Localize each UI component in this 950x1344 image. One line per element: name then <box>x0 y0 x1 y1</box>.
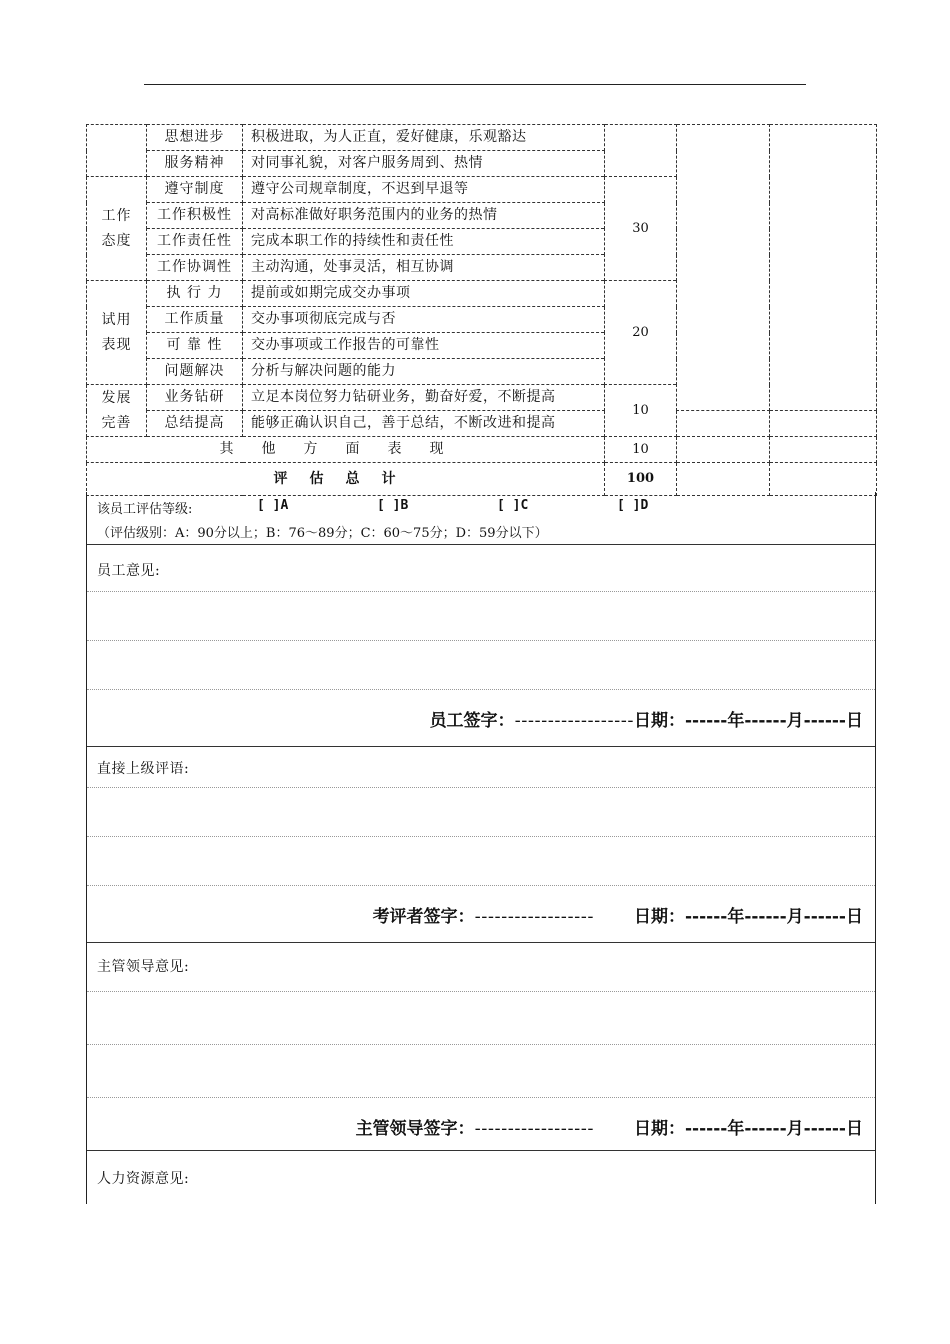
manager-signature[interactable] <box>356 1114 863 1139</box>
grade-option-c[interactable] <box>497 498 528 513</box>
sub-item: 思想进步 <box>147 125 243 151</box>
date-line: ------年------月------日 <box>684 1119 863 1139</box>
table-row <box>87 125 877 151</box>
grade-option-text: [ ]B <box>377 498 409 513</box>
header-rule <box>144 84 806 85</box>
reviewer-total-cell[interactable] <box>770 463 877 496</box>
hr-opinion-label: 人力资源意见: <box>97 1171 190 1187</box>
signature-line: ------------------ <box>474 1119 594 1139</box>
category-development <box>87 385 147 437</box>
writing-line[interactable] <box>87 991 875 992</box>
item-description: 交办事项或工作报告的可靠性 <box>243 333 605 359</box>
sub-item: 工作质量 <box>147 307 243 333</box>
score-work-attitude: 30 <box>605 177 677 281</box>
item-description: 提前或如期完成交办事项 <box>243 281 605 307</box>
signature-line: ------------------ <box>514 711 634 731</box>
divider <box>87 746 875 747</box>
self-score-cell[interactable] <box>677 411 770 437</box>
item-description: 对高标准做好职务范围内的业务的热情 <box>243 203 605 229</box>
grade-label: 该员工评估等级: <box>97 502 193 517</box>
reviewer-score-cell[interactable] <box>770 125 877 411</box>
category-line: 试用 <box>101 311 132 328</box>
category-work-attitude <box>87 177 147 281</box>
divider <box>87 942 875 943</box>
signature-line: ------------------ <box>474 907 594 927</box>
other-performance-label: 其他方面表现 <box>87 437 605 463</box>
score-development: 10 <box>605 385 677 437</box>
table-row <box>87 437 877 463</box>
date-label: 日期： <box>633 711 685 731</box>
writing-line[interactable] <box>87 689 875 690</box>
table-row <box>87 463 877 496</box>
item-description: 对同事礼貌，对客户服务周到、热情 <box>243 151 605 177</box>
category-line: 表现 <box>101 336 132 353</box>
category-cell-blank <box>87 125 147 177</box>
employee-opinion-label: 员工意见: <box>97 563 161 579</box>
sub-item: 可 靠 性 <box>147 333 243 359</box>
item-description: 交办事项彻底完成与否 <box>243 307 605 333</box>
sub-item: 工作协调性 <box>147 255 243 281</box>
item-description: 积极进取，为人正直，爱好健康，乐观豁达 <box>243 125 605 151</box>
category-trial <box>87 281 147 385</box>
writing-line[interactable] <box>87 885 875 886</box>
category-line: 态度 <box>101 232 132 249</box>
item-description: 立足本岗位努力钻研业务，勤奋好爱，不断提高 <box>243 385 605 411</box>
grade-option-text: [ ]A <box>257 498 289 513</box>
evaluation-table <box>86 124 877 496</box>
divider <box>87 1150 875 1151</box>
supervisor-comment-label: 直接上级评语: <box>97 761 190 777</box>
grade-option-text: [ ]D <box>617 498 649 513</box>
item-description: 分析与解决问题的能力 <box>243 359 605 385</box>
item-description: 遵守公司规章制度，不迟到早退等 <box>243 177 605 203</box>
score-other: 10 <box>605 437 677 463</box>
reviewer-signature[interactable] <box>373 902 863 927</box>
date-line: ------年------月------日 <box>684 711 863 731</box>
reviewer-score-cell[interactable] <box>770 437 877 463</box>
category-line: 完善 <box>101 414 132 431</box>
writing-line[interactable] <box>87 787 875 788</box>
grade-note: （评估级别：A：90分以上；B：76～89分；C：60～75分；D：59分以下） <box>97 526 548 541</box>
grade-option-a[interactable] <box>257 498 288 513</box>
date-label: 日期： <box>633 1119 685 1139</box>
sub-item: 工作积极性 <box>147 203 243 229</box>
grade-option-text: [ ]C <box>497 498 529 513</box>
grade-option-b[interactable] <box>377 498 408 513</box>
item-description: 完成本职工作的持续性和责任性 <box>243 229 605 255</box>
sub-item: 总结提高 <box>147 411 243 437</box>
date-line: ------年------月------日 <box>684 907 863 927</box>
grade-option-d[interactable] <box>617 498 648 513</box>
writing-line[interactable] <box>87 591 875 592</box>
signature-label: 员工签字： <box>429 711 515 731</box>
signature-label: 主管领导签字： <box>355 1119 475 1139</box>
item-description: 主动沟通，处事灵活，相互协调 <box>243 255 605 281</box>
reviewer-score-cell[interactable] <box>770 411 877 437</box>
writing-line[interactable] <box>87 1044 875 1045</box>
sub-item: 遵守制度 <box>147 177 243 203</box>
sub-item: 业务钻研 <box>147 385 243 411</box>
total-label: 评估总计 <box>87 463 605 496</box>
score-cell-blank <box>605 125 677 177</box>
comments-form <box>86 492 876 1204</box>
self-score-cell[interactable] <box>677 125 770 411</box>
category-line: 发展 <box>101 389 132 406</box>
category-line: 工作 <box>101 207 132 224</box>
signature-label: 考评者签字： <box>372 907 475 927</box>
self-score-cell[interactable] <box>677 437 770 463</box>
date-label: 日期： <box>633 907 685 927</box>
score-total: 100 <box>605 463 677 496</box>
writing-line[interactable] <box>87 1097 875 1098</box>
self-total-cell[interactable] <box>677 463 770 496</box>
item-description: 能够正确认识自己，善于总结，不断改进和提高 <box>243 411 605 437</box>
sub-item: 执 行 力 <box>147 281 243 307</box>
writing-line[interactable] <box>87 640 875 641</box>
sub-item: 工作责任性 <box>147 229 243 255</box>
sub-item: 服务精神 <box>147 151 243 177</box>
sub-item: 问题解决 <box>147 359 243 385</box>
table-row <box>87 411 877 437</box>
writing-line[interactable] <box>87 836 875 837</box>
score-trial: 20 <box>605 281 677 385</box>
divider <box>87 544 875 545</box>
employee-signature[interactable] <box>430 706 863 731</box>
manager-opinion-label: 主管领导意见: <box>97 959 190 975</box>
